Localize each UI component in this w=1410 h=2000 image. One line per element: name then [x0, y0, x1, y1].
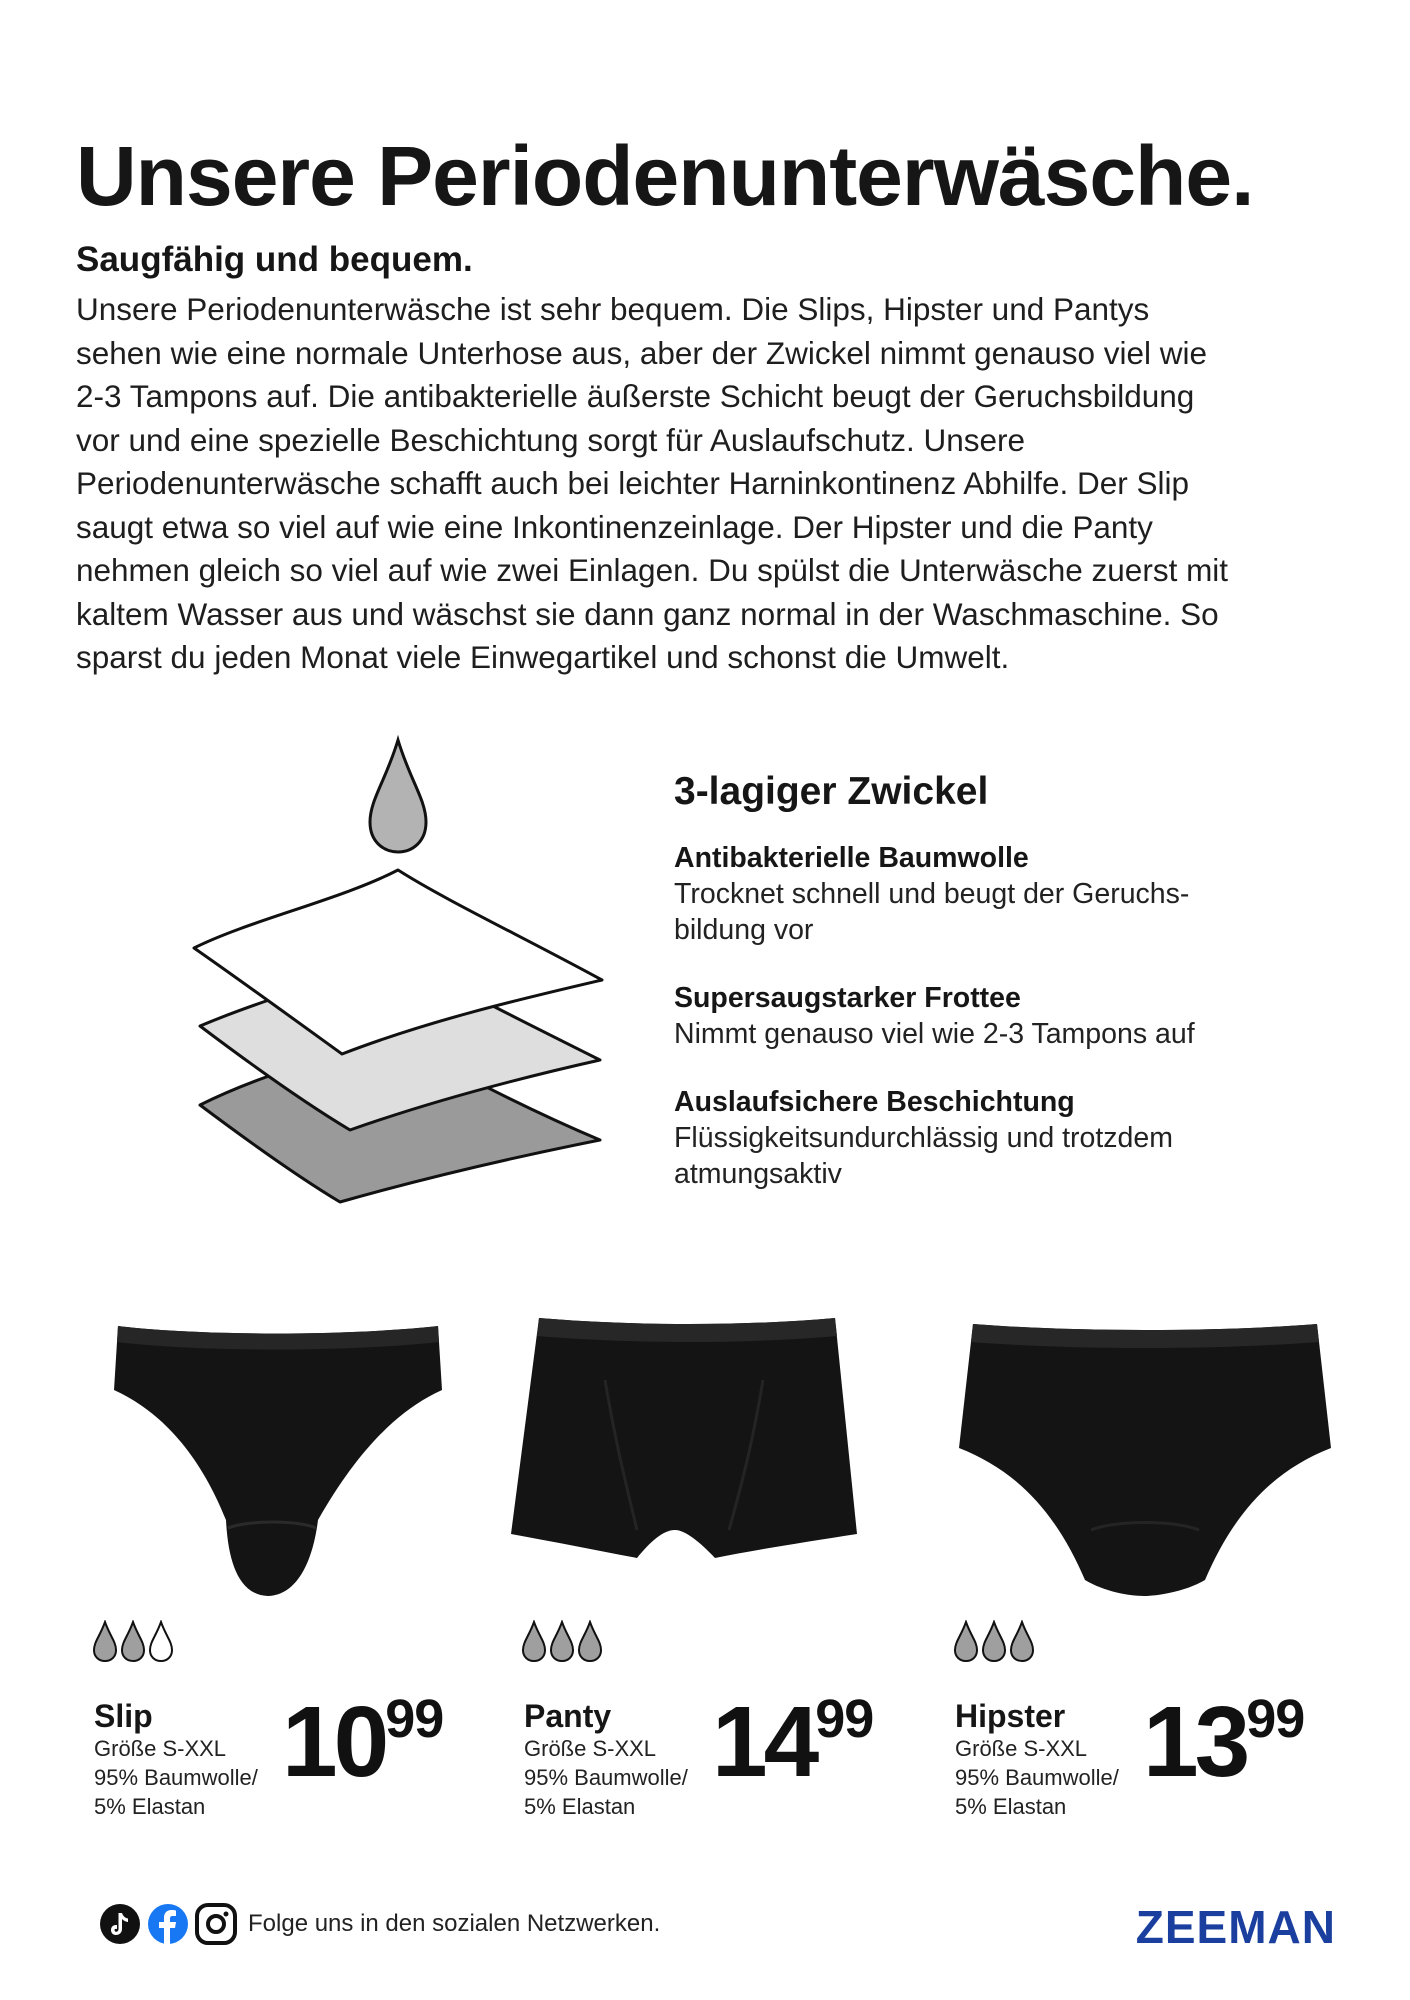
- feature-desc-line: Flüssigkeitsundurchlässig und trotzdem: [674, 1122, 1173, 1154]
- drop-icon-filled: [1011, 1622, 1033, 1661]
- feature-item: [674, 1084, 1294, 1192]
- product-info-panty: [524, 1698, 688, 1821]
- feature-item: [674, 980, 1294, 1052]
- product-info-hipster: [955, 1698, 1119, 1821]
- price-cents: 99: [385, 1689, 444, 1749]
- drop-icon-empty: [150, 1622, 172, 1661]
- price-cents: 99: [815, 1689, 874, 1749]
- intro-line: Periodenunterwäsche schafft auch bei leichter Harninkontinenz Abhilfe. Der Slip: [76, 465, 1190, 501]
- product-info-slip: [94, 1698, 258, 1821]
- product-name: Slip: [94, 1698, 153, 1734]
- feature-desc-line: Trocknet schnell und beugt der Geruchs-: [674, 878, 1190, 910]
- tiktok-icon[interactable]: [98, 1902, 142, 1946]
- product-material: 5% Elastan: [955, 1794, 1067, 1819]
- product-material: 95% Baumwolle/: [94, 1765, 258, 1790]
- drop-icon-filled: [955, 1622, 977, 1661]
- product-material: 5% Elastan: [94, 1794, 206, 1819]
- product-material: 95% Baumwolle/: [955, 1765, 1119, 1790]
- panty-product-image: [505, 1310, 865, 1610]
- product-size: Größe S-XXL: [524, 1736, 657, 1761]
- social-icons: [98, 1902, 238, 1946]
- page-headline: Unsere Periodenunterwäsche.: [76, 129, 1254, 223]
- price-main: 10: [282, 1686, 386, 1798]
- feature-title: Antibakterielle Baumwolle: [674, 842, 1029, 874]
- drop-icon-filled: [579, 1622, 601, 1661]
- product-name: Hipster: [955, 1698, 1066, 1734]
- hipster-product-image: [955, 1310, 1335, 1610]
- gusset-layers-illustration: [180, 730, 620, 1220]
- price-slip: [282, 1686, 444, 1798]
- intro-line: kaltem Wasser aus und wäschst sie dann ganz normal in der Waschmaschine. So: [76, 595, 1219, 632]
- price-cents: 99: [1246, 1689, 1305, 1749]
- price-main: 13: [1143, 1686, 1247, 1798]
- drop-icon-filled: [122, 1622, 144, 1661]
- facebook-icon[interactable]: [146, 1902, 190, 1946]
- price-hipster: [1143, 1686, 1305, 1798]
- intro-line: sehen wie eine normale Unterhose aus, aber der Zwickel nimmt genauso viel wie: [76, 334, 1208, 371]
- product-material: 95% Baumwolle/: [524, 1765, 688, 1790]
- drop-icon-filled: [94, 1622, 116, 1661]
- product-material: 5% Elastan: [524, 1794, 636, 1819]
- product-size: Größe S-XXL: [94, 1736, 227, 1761]
- hipster-absorbency-drops: [953, 1620, 1039, 1664]
- intro-line: sparst du jeden Monat viele Einwegartikel und schonst die Umwelt.: [76, 639, 1010, 675]
- price-panty: [712, 1686, 874, 1798]
- slip-absorbency-drops: [92, 1620, 178, 1664]
- intro-line: vor und eine spezielle Beschichtung sorgt für Auslaufschutz. Unsere: [76, 421, 1026, 458]
- feature-desc-line: Nimmt genauso viel wie 2-3 Tampons auf: [674, 1018, 1195, 1050]
- instagram-icon[interactable]: [194, 1902, 238, 1946]
- product-size: Größe S-XXL: [955, 1736, 1088, 1761]
- intro-line: nehmen gleich so viel auf wie zwei Einlagen. Du spülst die Unterwäsche zuerst mit: [76, 552, 1229, 588]
- brand-logo: ZEEMAN: [1135, 1901, 1336, 1953]
- features-panel: [674, 770, 1294, 1224]
- feature-title: Supersaugstarker Frottee: [674, 982, 1021, 1014]
- intro-line: 2-3 Tampons auf. Die antibakterielle äußerste Schicht beugt der Geruchsbildung: [76, 378, 1195, 414]
- feature-desc-line: bildung vor: [674, 914, 814, 946]
- slip-product-image: [108, 1310, 448, 1610]
- intro-line: saugt etwa so viel auf wie eine Inkontinenzeinlage. Der Hipster und die Panty: [76, 508, 1153, 545]
- drop-icon-filled: [551, 1622, 573, 1661]
- feature-item: [674, 840, 1294, 948]
- feature-desc-line: atmungsaktiv: [674, 1158, 842, 1190]
- intro-paragraph: [76, 288, 1356, 680]
- drop-icon: [370, 740, 426, 852]
- drop-icon-filled: [983, 1622, 1005, 1661]
- feature-title: Auslaufsichere Beschichtung: [674, 1086, 1075, 1118]
- features-title: 3-lagiger Zwickel: [674, 770, 989, 813]
- intro-line: Unsere Periodenunterwäsche ist sehr bequem. Die Slips, Hipster und Pantys: [76, 291, 1150, 327]
- price-main: 14: [712, 1686, 816, 1798]
- subheadline: Saugfähig und bequem.: [76, 240, 473, 279]
- product-name: Panty: [524, 1698, 612, 1734]
- panty-absorbency-drops: [521, 1620, 607, 1664]
- social-follow-text: Folge uns in den sozialen Netzwerken.: [248, 1910, 661, 1937]
- drop-icon-filled: [523, 1622, 545, 1661]
